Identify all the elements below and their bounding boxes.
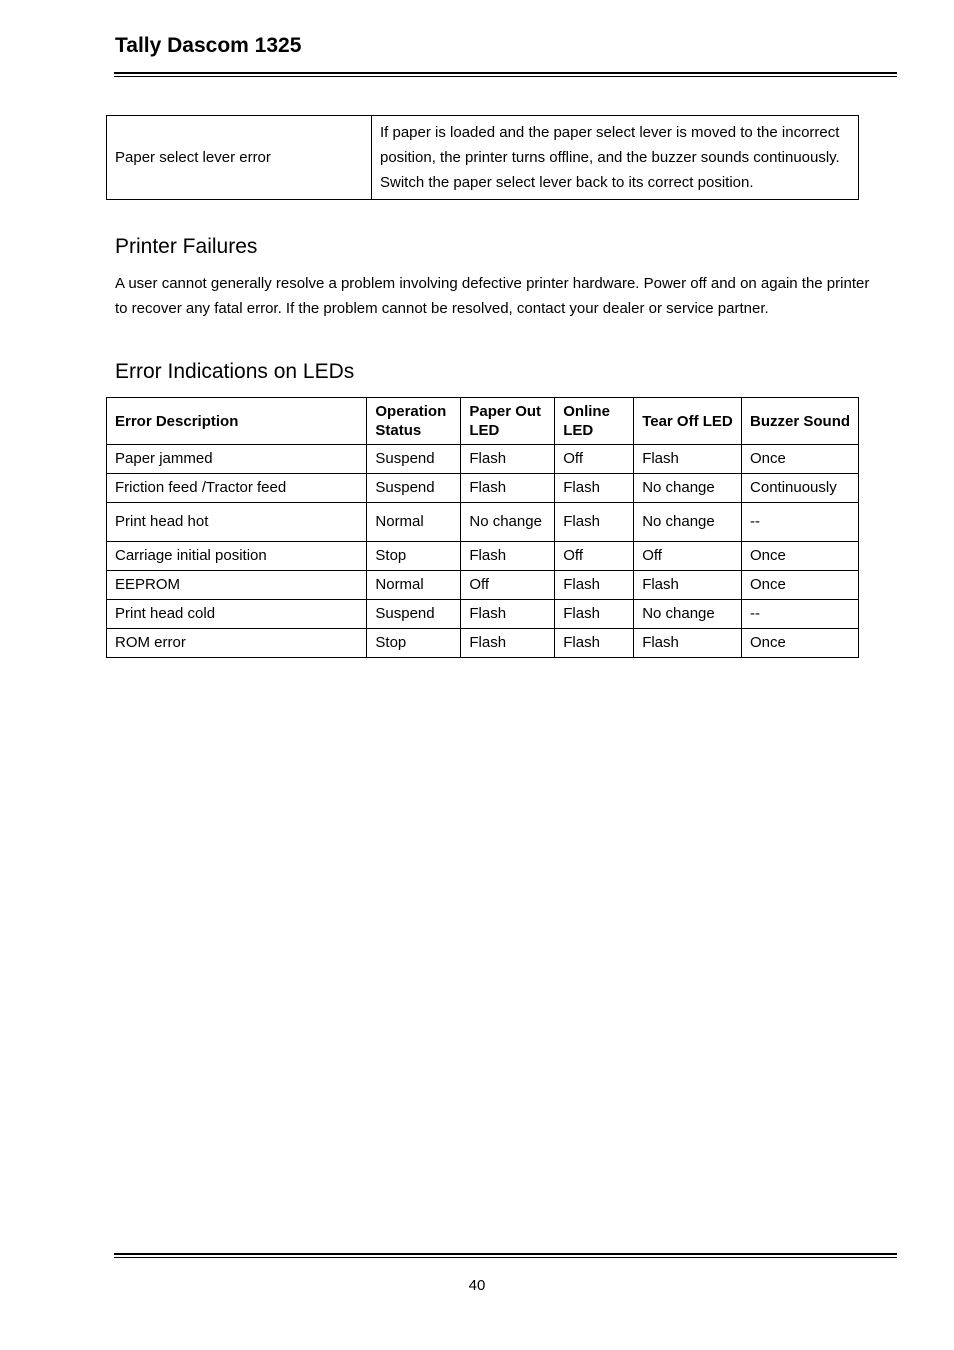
table-row — [107, 503, 859, 542]
table-row — [107, 116, 859, 200]
cell-buzzer-sound: Once — [742, 571, 859, 600]
cell-online-led: Off — [555, 445, 634, 474]
cell-operation-status: Stop — [367, 542, 461, 571]
cell-paper-out-led: Flash — [461, 629, 555, 658]
cell-tear-off-led: Flash — [634, 445, 742, 474]
cell-buzzer-sound: Continuously — [742, 474, 859, 503]
cell-tear-off-led: Flash — [634, 571, 742, 600]
cell-online-led: Off — [555, 542, 634, 571]
cell-operation-status: Suspend — [367, 600, 461, 629]
table-row — [107, 474, 859, 503]
document-header-title: Tally Dascom 1325 — [115, 34, 302, 57]
cell-tear-off-led: Flash — [634, 629, 742, 658]
table-row — [107, 571, 859, 600]
led-section-heading: Error Indications on LEDs — [115, 360, 355, 383]
footer-rule — [114, 1253, 897, 1258]
printer-failures-heading: Printer Failures — [115, 235, 258, 258]
cell-paper-out-led: Off — [461, 571, 555, 600]
cell-tear-off-led: No change — [634, 600, 742, 629]
cell-buzzer-sound: -- — [742, 503, 859, 542]
cell-error-description: Print head cold — [107, 600, 367, 629]
cell-error-description: EEPROM — [107, 571, 367, 600]
cell-online-led: Flash — [555, 503, 634, 542]
cell-online-led: Flash — [555, 629, 634, 658]
cell-online-led: Flash — [555, 571, 634, 600]
cell-operation-status: Suspend — [367, 445, 461, 474]
cell-buzzer-sound: Once — [742, 445, 859, 474]
column-header-error-description: Error Description — [107, 398, 367, 445]
column-header-operation-status: Operation Status — [367, 398, 461, 445]
column-header-buzzer-sound: Buzzer Sound — [742, 398, 859, 445]
error-description-cell: If paper is loaded and the paper select lever is moved to the incorrect position, the printer turns offline, and the buzzer sounds continuously. Switch the paper select lever back to its correct position. — [372, 116, 859, 200]
cell-operation-status: Normal — [367, 503, 461, 542]
cell-error-description: Carriage initial position — [107, 542, 367, 571]
cell-error-description: Print head hot — [107, 503, 367, 542]
cell-tear-off-led: No change — [634, 474, 742, 503]
page-number: 40 — [468, 1277, 486, 1294]
cell-online-led: Flash — [555, 474, 634, 503]
led-error-table — [106, 397, 859, 658]
cell-operation-status: Stop — [367, 629, 461, 658]
column-header-paper-out-led: Paper Out LED — [461, 398, 555, 445]
error-label-cell: Paper select lever error — [107, 116, 372, 200]
cell-paper-out-led: Flash — [461, 542, 555, 571]
cell-paper-out-led: No change — [461, 503, 555, 542]
cell-paper-out-led: Flash — [461, 445, 555, 474]
table-row — [107, 445, 859, 474]
cell-tear-off-led: No change — [634, 503, 742, 542]
column-header-online-led: Online LED — [555, 398, 634, 445]
cell-operation-status: Suspend — [367, 474, 461, 503]
table-header-row — [107, 398, 859, 445]
cell-paper-out-led: Flash — [461, 474, 555, 503]
printer-failures-paragraph: A user cannot generally resolve a problem involving defective printer hardware. Power off and on again the printer to recover any fatal error. If the problem cannot be resolved, contact your dealer or service partner. — [115, 275, 870, 317]
cell-paper-out-led: Flash — [461, 600, 555, 629]
table-row — [107, 629, 859, 658]
column-header-tear-off-led: Tear Off LED — [634, 398, 742, 445]
cell-buzzer-sound: Once — [742, 629, 859, 658]
header-rule — [114, 72, 897, 77]
cell-tear-off-led: Off — [634, 542, 742, 571]
cell-error-description: ROM error — [107, 629, 367, 658]
cell-operation-status: Normal — [367, 571, 461, 600]
cell-buzzer-sound: -- — [742, 600, 859, 629]
table-row — [107, 600, 859, 629]
cell-online-led: Flash — [555, 600, 634, 629]
table-row — [107, 542, 859, 571]
paper-select-lever-table — [106, 115, 859, 200]
cell-error-description: Friction feed /Tractor feed — [107, 474, 367, 503]
cell-buzzer-sound: Once — [742, 542, 859, 571]
cell-error-description: Paper jammed — [107, 445, 367, 474]
